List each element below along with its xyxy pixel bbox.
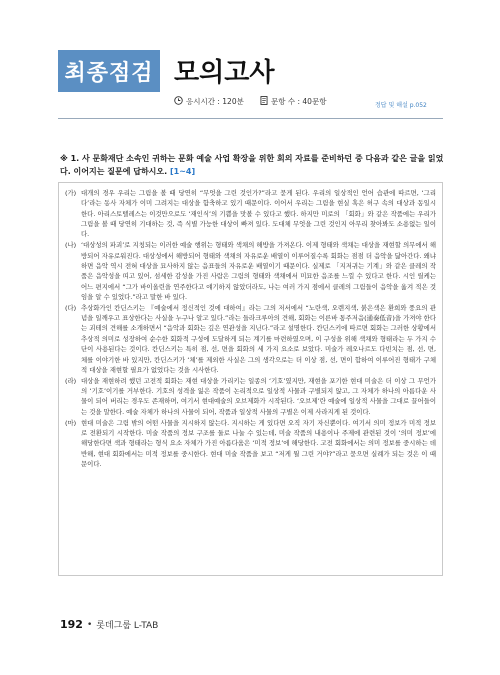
page-footer [60,618,158,631]
paragraph-text: 현대 미술은 그림 밖의 어떤 사물을 지시하지 않는다. 지시하는 게 있다면 오직 자기 자신뿐이다. 여기서 의미 정보가 미적 정보로 전환되기 시작한다. 미술 작품의 정보 구조를 둘로 나눌 수 있는데, 미술 작품의 내용이나 주제에 관련된 것이 ‘의미 정보’에 해당한다면 색과 형태라는 형식 요소 자체가 가진 아름다움은 ‘미적 정보’에 해당한다. 고전 회화에서는 의미 정보를 중시하는 데 반해, 현대 회화에서는 미적 정보를 중시한다. 현대 미술 작품을 보고 “저게 뭘 그린 거야?”라고 묻으면 실례가 되는 것은 이 때문이다. [81,418,436,468]
question-range: [1~4] [169,167,196,176]
page-number: 192 [60,618,83,631]
question-prompt [60,152,450,178]
count-label: 문항 수 : 40문항 [271,97,327,106]
document-icon [260,96,268,107]
book-title: 롯데그룹 L-TAB [96,621,159,631]
header-divider [58,118,443,119]
paragraph-label: (라) [65,376,77,385]
time-info [174,96,244,107]
passage-paragraph [65,376,436,417]
count-info [260,96,326,107]
page-header [0,50,500,92]
passage-paragraph [65,303,436,375]
passage-paragraph [65,418,436,470]
paragraph-text: 대개의 경우 우리는 그림을 볼 때 당연히 “무엇을 그린 것인가?”라고 묻게 된다. 우리의 일상적인 언어 습관에 따르면, ‘그리다’라는 동사 자체가 이미 그려지는 대상을 함축하고 있기 때문이다. 이어서 우리는 그림을 현실 혹은 허구 속의 대상과 동일시 한다. 아리스토텔레스는 이것만으로도 ‘재인식’의 기쁨을 맛볼 수 있다고 했다. 하지만 미로의 「회화」와 같은 작품에는 우리가 그림을 볼 때 당연히 기대하는 것, 즉 식별 가능한 대상이 빠져 있다. 도대체 무엇을 그린 것인지 아무리 찾아봐도 소용없는 일이다. [81,189,436,239]
footer-separator-dot: • [86,619,93,630]
paragraph-label: (가) [65,189,77,197]
paragraph-text: 추상화가인 칸딘스키는 『예술에서 정신적인 것에 대하여』라는 그의 저서에서 “노란색, 오렌지색, 붉은색은 환희와 풍요의 관념을 일깨우고 표상한다는 사실을 누구나 알고 있다.”라는 들라크루아의 견해, 회화는 이른바 통주저음(通奏低音)을 가져야 한다는 괴테의 견해를 소개하면서 “음악과 회화는 깊은 연관성을 지닌다.”라고 설명한다. 칸딘스키에 따르면 회화는 그러한 상황에서 추상적 의미로 성장하여 순수한 회화적 구성에 도달하게 되는 계기를 마련하였으며, 이 구성을 위해 색채와 형태라는 두 가지 수단이 사용된다는 것이다. 칸딘스키는 특히 점, 선, 면을 회화의 세 가지 요소로 보았다. 미술가 레오나르도 다빈치는 점, 선, 면, 체를 이야기한 바 있지만, 칸딘스키가 ‘체’를 제외한 사실은 그의 생각으로는 더 이상 점, 선, 면이 합하여 이루어진 형태가 구체적 대상을 재현할 필요가 없었다는 것을 시사한다. [81,303,436,374]
paragraph-label: (나) [65,241,77,250]
passage-box [58,182,443,576]
paragraph-text: ‘대상성의 파괴’로 지칭되는 이러한 예술 행위는 형태와 색채의 해방을 가져온다. 이제 형태와 색채는 대상을 재현할 의무에서 해방되어 자유로워진다. 대상성에서 해방되어 형태와 색채의 자유로운 배열이 이루어질수록 회화는 점점 더 음악을 닮아간다. 왜냐하면 음악 역시 전혀 대상을 묘사하지 않는 음표들의 자유로운 배열이기 때문이다. 실제로 「지저귀는 기계」와 같은 클레의 작품은 음악성을 띠고 있어, 섬세한 감성을 가진 사람은 그림의 형태와 색채에서 미묘한 음조를 느낄 수 있다고 한다. 시인 릴케는 어느 편지에서 “그가 바이올린을 연주한다고 얘기하지 않았더라도, 나는 여러 가지 점에서 클레의 그림들이 음악을 옮겨 적은 것임을 알 수 있었다.”라고 말한 바 있다. [81,241,436,301]
answer-reference: 정답 및 해설 p.052 [375,102,427,109]
clock-icon [174,96,183,107]
passage-paragraph [65,240,436,302]
section-tab: 최종점검 [58,50,160,92]
page-title: 모의고사 [174,58,275,88]
time-label: 응시시간 : 120분 [186,97,244,106]
question-prefix: ※ 1. [60,154,80,163]
paragraph-label: (마) [65,418,77,427]
paragraph-label: (다) [65,303,77,312]
passage-paragraph [65,188,436,240]
paragraph-text: 대상을 재현하려 했던 고전적 회화는 재현 대상을 가리키는 일종의 ‘기호’였지만, 재현을 포기한 현대 미술은 더 이상 그 무언가의 ‘기호’이기를 거부한다. 기호의 성격을 잃은 작품이 논리적으로 일상적 사물과 구별되지 않고, 그 자체가 하나의 아름다운 사물이 되어 버리는 경우도 존재하며, 여기서 현대예술의 오브제화가 시작된다. ‘오브제’란 예술에 일상적 사물을 그대로 끌어들이는 것을 말한다. 예술 자체가 하나의 사물이 되어, 작품과 일상적 사물의 구별은 이제 사라지게 된 것이다. [81,376,436,416]
question-text: 사 문화재단 소속인 귀하는 문화 예술 사업 확장을 위한 회의 자료를 준비하던 중 다음과 같은 글을 읽었다. 이어지는 질문에 답하시오. [60,154,444,176]
